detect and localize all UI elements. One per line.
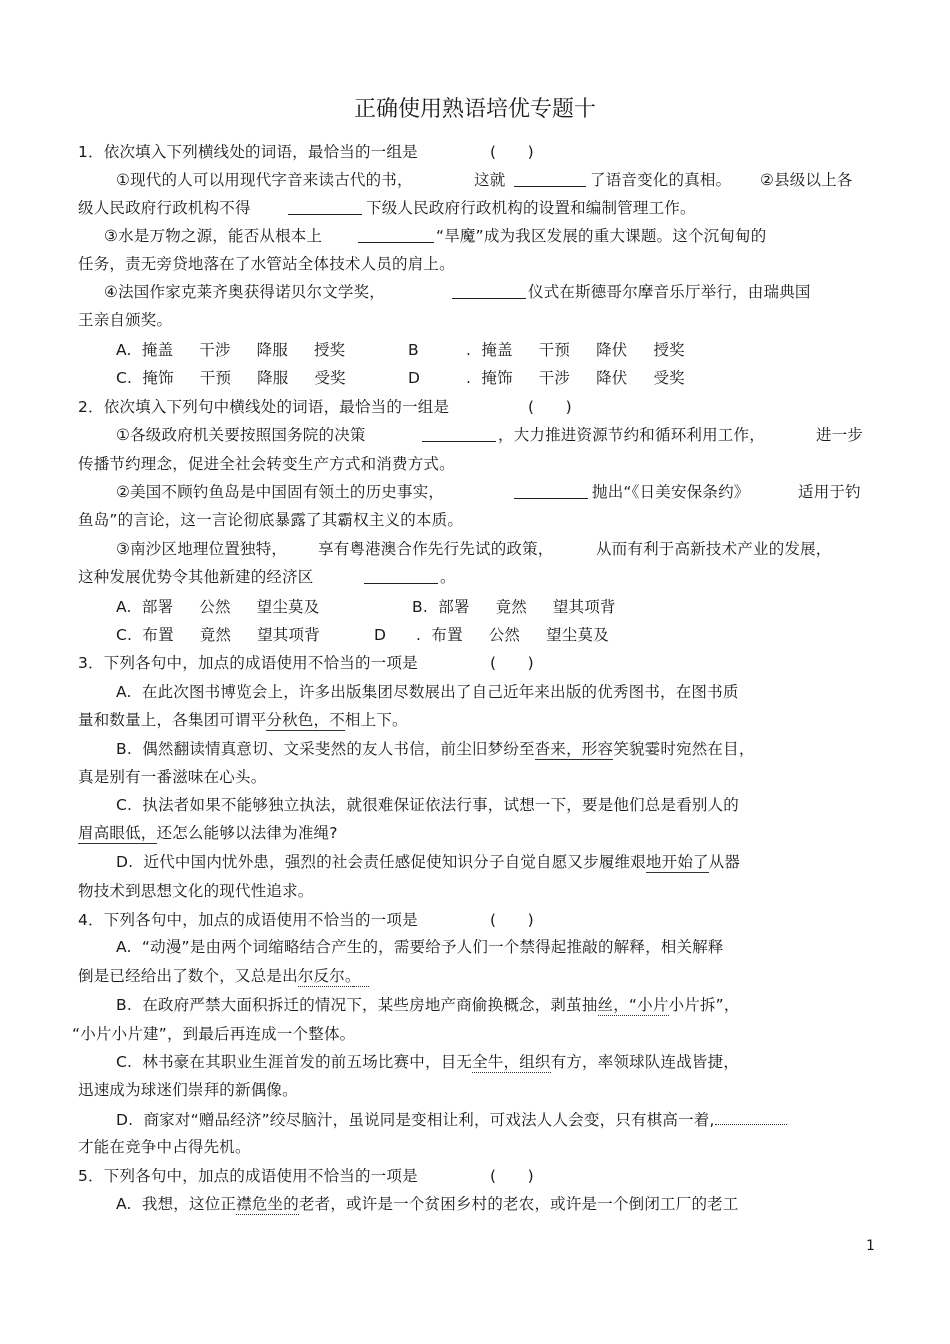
q2-sentence-1-cont: 传播节约理念，促进全社会转变生产方式和消费方式。: [78, 455, 455, 473]
q1-blank-2: [288, 198, 362, 215]
q2-blank-2: [514, 482, 588, 499]
q3-option-d[interactable]: D. 近代中国内忧外患，强烈的社会责任感促使知识分子自觉自愿又步履维艰地开始了从器: [116, 853, 741, 871]
q1-sentence-1-cont: 级人民政府行政机构不得 下级人民政府行政机构的设置和编制管理工作。: [78, 199, 696, 217]
q1-sentence-2-cont: 任务，责无旁贷地落在了水管站全体技术人员的肩上。: [78, 255, 455, 273]
q3-option-b-cont: 真是别有一番滋味在心头。: [78, 768, 267, 786]
q4-underlined-idiom-a: 尔反尔。: [297, 967, 353, 985]
q1-sentence-3-cont: 王亲自颁奖。: [78, 311, 173, 329]
q1-option-c[interactable]: C. 掩饰 干预 降服 受奖: [116, 369, 346, 387]
q4-underlined-idiom-b: 丝，“小片: [597, 996, 669, 1014]
q4-answer-paren: ( ): [490, 911, 534, 929]
q1-blank-1: [514, 170, 586, 187]
q4-underlined-blank-d: [715, 1109, 787, 1125]
q2-option-d[interactable]: D . 布置 公然 望尘莫及: [374, 626, 609, 644]
q4-option-b[interactable]: B. 在政府严禁大面积拆迁的情况下，某些房地产商偷换概念，剥茧抽丝，“小片小片拆”，: [116, 996, 740, 1014]
q4-option-a[interactable]: A. “动漫”是由两个词缩略结合产生的，需要给予人们一个禁得起推敲的解释，相关解释: [116, 938, 724, 956]
q4-option-c-cont: 迅速成为球迷们崇拜的新偶像。: [78, 1081, 298, 1099]
q1-sentence-3: ④法国作家克莱齐奥获得诺贝尔文学奖， 仪式在斯德哥尔摩音乐厅举行，由瑞典国: [104, 283, 811, 301]
q4-option-d-cont: 才能在竞争中占得先机。: [78, 1138, 251, 1156]
q3-underlined-idiom-c: 眉高眼低，: [78, 824, 157, 842]
q5-underlined-idiom-a: 襟危坐的: [236, 1195, 299, 1213]
q4-option-b-cont: “小片小片建”，到最后再连成一个整体。: [72, 1025, 356, 1043]
q3-underlined-idiom-a: 分秋色，不: [266, 711, 345, 729]
q4-underlined-idiom-c: 全牛，组织: [472, 1053, 551, 1071]
q1-option-b[interactable]: B . 掩盖 干预 降伏 授奖: [408, 341, 685, 359]
q1-sentence-1: ①现代的人可以用现代字音来读古代的书， 这就 了语音变化的真相。 ②县级以上各: [116, 171, 853, 189]
q3-answer-paren: ( ): [490, 654, 534, 672]
q2-sentence-3-cont: 这种发展优势令其他新建的经济区 。: [78, 568, 456, 586]
q2-sentence-2-cont: 鱼岛”的言论，这一言论彻底暴露了其霸权主义的本质。: [78, 511, 464, 529]
q3-underlined-idiom-d: 地开始了: [645, 853, 709, 871]
q2-answer-paren: ( ): [528, 398, 572, 416]
q2-sentence-1: ①各级政府机关要按照国务院的决策 ，大力推进资源节约和循环利用工作， 进一步: [116, 426, 864, 444]
q2-option-b[interactable]: B. 部署 竟然 望其项背: [412, 598, 616, 616]
q2-option-a[interactable]: A. 部署 公然 望尘莫及: [116, 598, 320, 616]
q5-option-a[interactable]: A. 我想，这位正襟危坐的老者，或许是一个贫困乡村的老农，或许是一个倒闭工厂的老工: [116, 1195, 739, 1213]
q4-option-a-cont: 倒是已经给出了数个，又总是出尔反尔。: [78, 966, 369, 986]
q3-option-d-cont: 物技术到思想文化的现代性追求。: [78, 882, 314, 900]
q3-option-b[interactable]: B. 偶然翻读情真意切、文采斐然的友人书信，前尘旧梦纷至沓来，形容笑貌霎时宛然在目，: [116, 740, 755, 758]
q2-sentence-2: ②美国不顾钓鱼岛是中国固有领土的历史事实， 抛出“《日美安保条约》 适用于钓: [116, 483, 861, 501]
q4-stem: 4．下列各句中，加点的成语使用不恰当的一项是 ( ): [78, 911, 534, 929]
q2-sentence-3: ③南沙区地理位置独特， 享有粤港澳合作先行先试的政策， 从而有利于高新技术产业的发展，: [116, 540, 832, 558]
q1-sentence-2: ③水是万物之源，能否从根本上 “旱魔”成为我区发展的重大课题。这个沉甸甸的: [104, 227, 767, 245]
q4-option-d[interactable]: D. 商家对“赠品经济”绞尽脑汁，虽说同是变相让利，可戏法人人会变，只有棋高一着,: [116, 1109, 787, 1130]
q2-blank-3: [364, 567, 438, 584]
q1-blank-4: [452, 282, 526, 299]
q2-option-c[interactable]: C. 布置 竟然 望其项背: [116, 626, 320, 644]
q1-blank-3: [358, 226, 434, 243]
q1-stem: 1．依次填入下列横线处的词语，最恰当的一组是 ( ): [78, 143, 534, 161]
q1-option-d[interactable]: D . 掩饰 干涉 降伏 受奖: [408, 369, 685, 387]
q1-option-a[interactable]: A. 掩盖 干涉 降服 授奖: [116, 341, 346, 359]
q4-option-c[interactable]: C. 林书豪在其职业生涯首发的前五场比赛中，目无全牛，组织有方，率领球队连战皆捷，: [116, 1053, 740, 1071]
page-number: 1: [866, 1238, 875, 1254]
q3-option-a[interactable]: A. 在此次图书博览会上，许多出版集团尽数展出了自己近年来出版的优秀图书，在图书质: [116, 683, 739, 701]
page-title: 正确使用熟语培优专题十: [353, 97, 596, 122]
q2-stem: 2．依次填入下列句中横线处的词语，最恰当的一组是 ( ): [78, 398, 572, 416]
q3-underlined-idiom-b: 沓来，形容: [534, 740, 614, 758]
q3-option-c[interactable]: C. 执法者如果不能够独立执法，就很难保证依法行事，试想一下，要是他们总是看别人的: [116, 796, 740, 814]
q5-answer-paren: ( ): [490, 1167, 534, 1185]
q3-option-c-cont: 眉高眼低，还怎么能够以法律为准绳?: [78, 824, 338, 842]
q1-answer-paren: ( ): [490, 143, 534, 161]
q3-option-a-cont: 量和数量上，各集团可谓平分秋色，不相上下。: [78, 711, 408, 729]
q3-stem: 3．下列各句中，加点的成语使用不恰当的一项是 ( ): [78, 654, 534, 672]
q2-blank-1: [422, 425, 496, 442]
q5-stem: 5．下列各句中，加点的成语使用不恰当的一项是 ( ): [78, 1167, 534, 1185]
